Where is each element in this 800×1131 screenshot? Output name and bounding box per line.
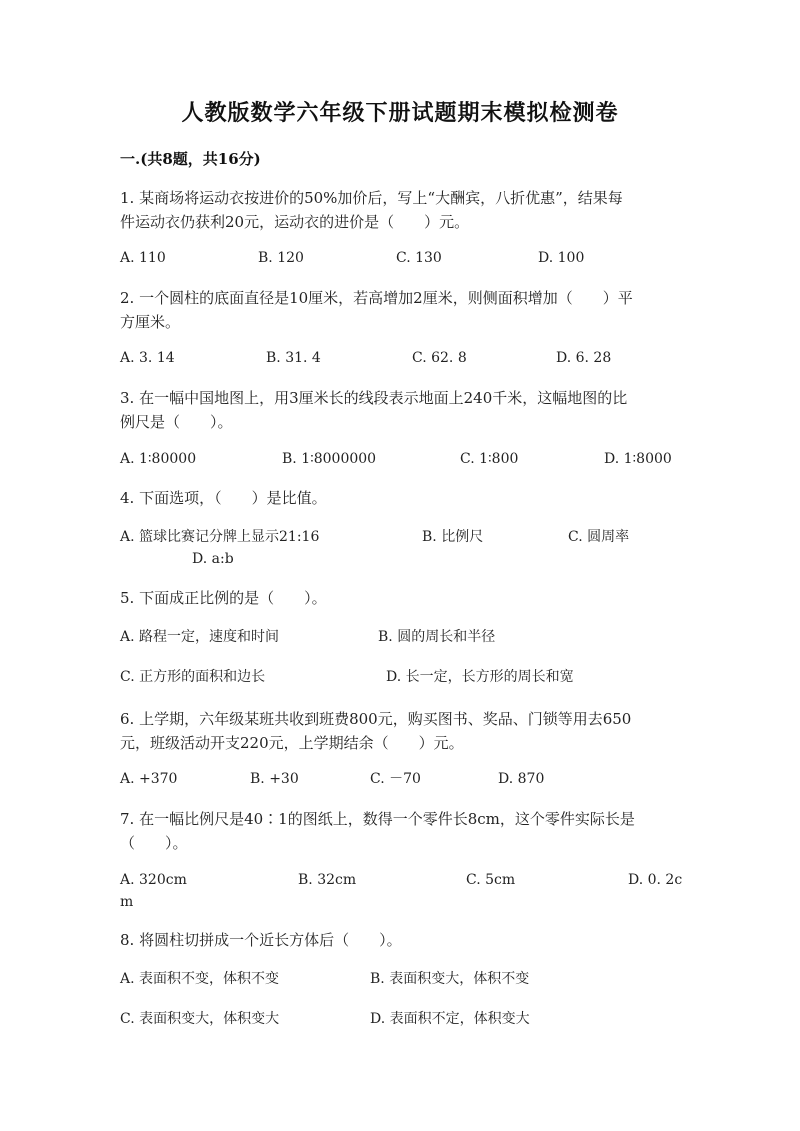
question-3-options [120, 448, 700, 470]
option-d[interactable]: D. 长一定，长方形的周长和宽 [386, 669, 574, 685]
question-7-line-1: 7. 在一幅比例尺是40∶1的图纸上，数得一个零件长8cm，这个零件实际长是 [120, 810, 635, 828]
option-b[interactable]: B. 圆的周长和半径 [378, 629, 496, 645]
option-c[interactable]: C. 表面积变大，体积变大 [120, 1011, 280, 1027]
option-c[interactable]: C. －70 [370, 771, 421, 787]
option-d[interactable]: D. 870 [498, 771, 545, 787]
option-d[interactable]: D. 1∶8000 [604, 451, 672, 467]
option-b[interactable]: B. 32cm [298, 872, 357, 888]
question-3-line-2: 例尺是（ ）。 [120, 413, 233, 431]
question-6-line-1: 6. 上学期，六年级某班共收到班费800元，购买图书、奖品、门锁等用去650 [120, 710, 632, 728]
option-b[interactable]: B. 表面积变大，体积不变 [370, 971, 530, 987]
question-2-options [120, 347, 700, 369]
option-a[interactable]: A. 表面积不变，体积不变 [120, 971, 280, 987]
option-c[interactable]: C. 正方形的面积和边长 [120, 669, 266, 685]
question-7 [120, 807, 680, 855]
option-a[interactable]: A. 3. 14 [120, 350, 175, 366]
question-8-options-row-2 [120, 1008, 700, 1030]
option-d[interactable]: D. 0. 2c [628, 872, 683, 888]
question-1 [120, 186, 680, 234]
option-a[interactable]: A. 320cm [120, 872, 187, 888]
option-b[interactable]: B. 比例尺 [422, 529, 484, 545]
option-d[interactable]: D. 100 [538, 250, 585, 266]
question-2-line-2: 方厘米。 [120, 313, 181, 331]
option-d[interactable]: D. 6. 28 [556, 350, 612, 366]
option-a[interactable]: A. 1∶80000 [120, 451, 197, 467]
option-d[interactable]: D. 表面积不定，体积变大 [370, 1011, 530, 1027]
option-b[interactable]: B. 31. 4 [266, 350, 321, 366]
question-7-options [120, 869, 700, 913]
option-c[interactable]: C. 62. 8 [412, 350, 467, 366]
question-4-line-1: 4. 下面选项，（ ）是比值。 [120, 489, 327, 507]
option-b[interactable]: B. 1∶8000000 [282, 451, 377, 467]
question-3 [120, 386, 680, 434]
question-7-line-2: （ ）。 [120, 834, 188, 852]
option-c[interactable]: C. 1∶800 [460, 451, 519, 467]
question-1-options [120, 247, 700, 269]
option-a[interactable]: A. +370 [120, 771, 178, 787]
option-c[interactable]: C. 圆周率 [568, 529, 630, 545]
option-a[interactable]: A. 篮球比赛记分牌上显示21:16 [120, 529, 320, 545]
section-heading: 一.(共8题，共16分) [120, 150, 261, 168]
question-6 [120, 707, 680, 755]
question-3-line-1: 3. 在一幅中国地图上，用3厘米长的线段表示地面上240千米，这幅地图的比 [120, 389, 628, 407]
option-d-wrap: m [120, 894, 134, 910]
question-6-options [120, 768, 700, 790]
option-a[interactable]: A. 110 [120, 250, 166, 266]
question-6-line-2: 元，班级活动开支220元，上学期结余（ ）元。 [120, 734, 464, 752]
option-b[interactable]: B. +30 [250, 771, 299, 787]
exam-title: 人教版数学六年级下册试题期末模拟检测卷 [181, 100, 619, 126]
option-c[interactable]: C. 130 [396, 250, 442, 266]
question-2-line-1: 2. 一个圆柱的底面直径是10厘米，若高增加2厘米，则侧面积增加（ ）平 [120, 289, 633, 307]
question-1-line-2: 件运动衣仍获利20元，运动衣的进价是（ ）元。 [120, 213, 470, 231]
question-4-options [120, 526, 700, 570]
question-1-line-1: 1. 某商场将运动衣按进价的50%加价后，写上“大酬宾，八折优惠”，结果每 [120, 189, 623, 207]
question-2 [120, 286, 680, 334]
option-a[interactable]: A. 路程一定，速度和时间 [120, 629, 280, 645]
option-d[interactable]: D. a:b [192, 551, 234, 567]
question-8-options-row-1 [120, 968, 700, 990]
question-8 [120, 928, 680, 952]
option-c[interactable]: C. 5cm [466, 872, 516, 888]
question-8-line-1: 8. 将圆柱切拼成一个近长方体后（ ）。 [120, 931, 402, 949]
question-5-line-1: 5. 下面成正比例的是（ ）。 [120, 589, 327, 607]
question-4 [120, 486, 680, 510]
option-b[interactable]: B. 120 [258, 250, 304, 266]
question-5-options-row-2 [120, 666, 700, 688]
question-5 [120, 586, 680, 610]
question-5-options-row-1 [120, 626, 700, 648]
